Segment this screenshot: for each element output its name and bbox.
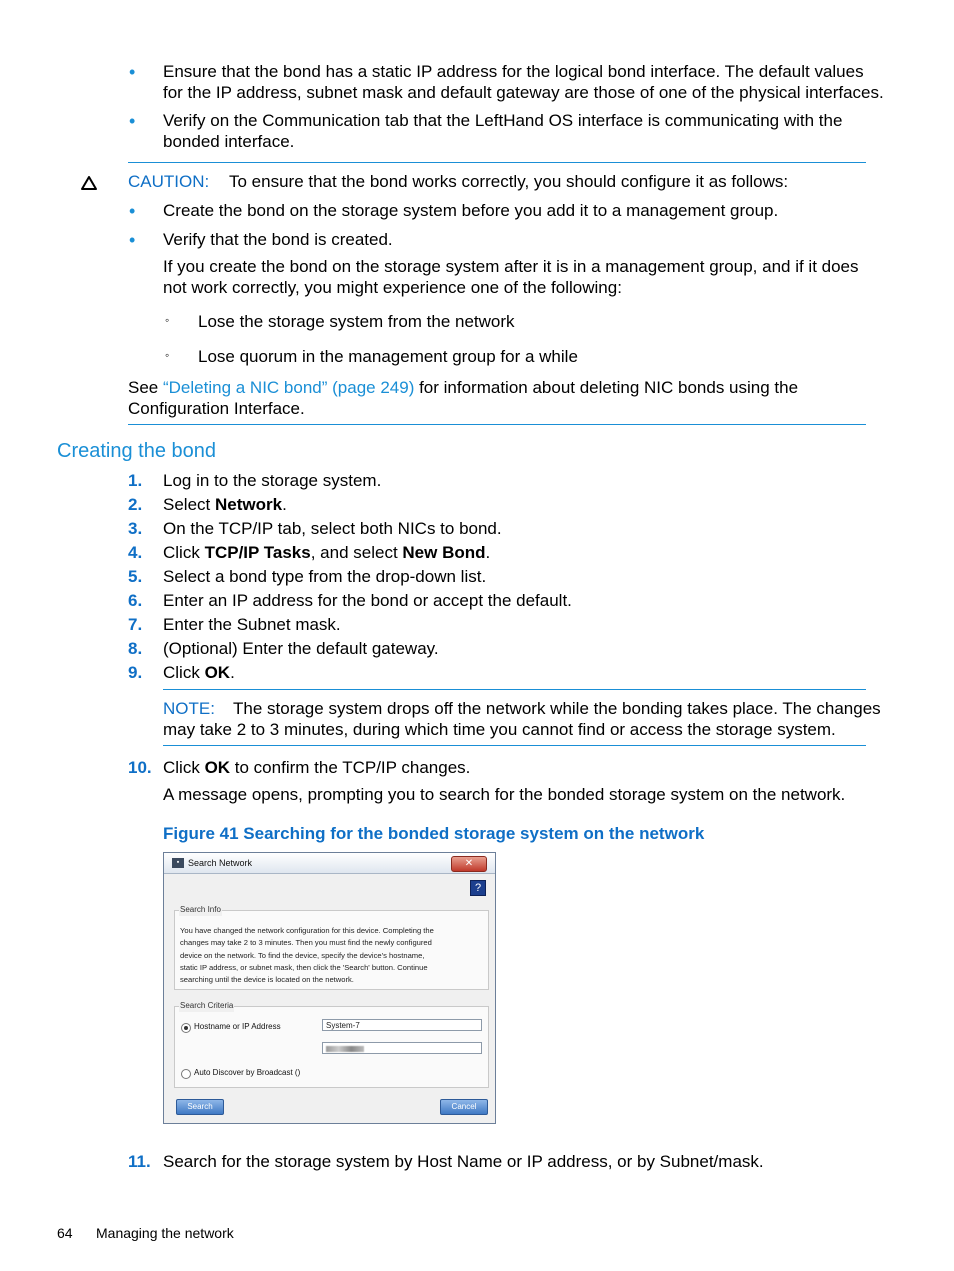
hostname-radio[interactable] [181,1023,191,1033]
note-label: NOTE: [163,699,215,718]
section-title: Creating the bond [57,440,217,462]
bullet-text: for the IP address, subnet mask and default gateway are those of one of the physical interfaces. [163,83,884,102]
step-text: Select a bond type from the drop-down list. [163,567,487,586]
step-number: 2. [128,495,143,514]
bullet-icon: • [129,201,136,221]
autodiscover-radio-label: Auto Discover by Broadcast () [194,1068,301,1077]
search-info-label: Search Info [180,905,221,914]
note-top-rule [163,689,866,690]
step-number: 3. [128,519,143,538]
sub-bullet-text: Lose the storage system from the network [198,312,515,331]
step10-paragraph: A message opens, prompting you to search for the bonded storage system on the network. [163,785,846,804]
caution-paragraph: not work correctly, you might experience one of the following: [163,278,622,297]
step-text: Click TCP/IP Tasks, and select New Bond. [163,543,491,562]
search-criteria-group [174,1001,489,1088]
hostname-input[interactable]: System-7 [322,1019,482,1031]
caution-bullet: Verify that the bond is created. [163,230,393,249]
warning-triangle-icon [80,175,98,191]
step-text: Enter the Subnet mask. [163,615,341,634]
note-text: may take 2 to 3 minutes, during which time you cannot find or access the storage system. [163,720,836,739]
step-number: 7. [128,615,143,634]
see-line-2: Configuration Interface. [128,399,305,418]
step-text: (Optional) Enter the default gateway. [163,639,439,658]
blurred-ip-value [326,1046,364,1052]
step-number: 8. [128,639,143,658]
search-info-group [174,905,489,990]
deleting-nic-bond-link[interactable]: “Deleting a NIC bond” (page 249) [162,378,415,397]
help-icon[interactable]: ? [470,880,486,896]
note-text: The storage system drops off the network while the bonding takes place. The changes [233,699,881,718]
cancel-button[interactable]: Cancel [440,1099,488,1115]
step-text: Enter an IP address for the bond or accept the default. [163,591,572,610]
note-bottom-rule [163,745,866,746]
step-number: 6. [128,591,143,610]
search-info-text: You have changed the network configuration for this device. Completing the changes may take 2 to 3 minutes. Then you must find the newly configured device on the network. To find the device, specify the device's hostname, static IP address, or subnet mask, then click the 'Search' button. Continue searching until the device is located on the network. [180,926,434,985]
caution-bullet: Create the bond on the storage system before you add it to a management group. [163,201,779,220]
bullet-icon: • [129,62,136,82]
bullet-text: Verify on the Communication tab that the LeftHand OS interface is communicating with the [163,111,843,130]
search-button[interactable]: Search [176,1099,224,1115]
caution-paragraph: If you create the bond on the storage system after it is in a management group, and if it does [163,257,859,276]
autodiscover-radio[interactable] [181,1069,191,1079]
close-icon[interactable]: ✕ [451,856,487,872]
app-icon: ▪ [172,858,184,868]
sub-bullet-icon: ◦ [165,313,170,327]
hostname-radio-label: Hostname or IP Address [194,1022,281,1031]
bullet-icon: • [129,111,136,131]
bullet-text: bonded interface. [163,132,295,151]
step-number: 11. [128,1152,151,1171]
step-number: 9. [128,663,143,682]
step-number: 5. [128,567,143,586]
dialog-titlebar [164,853,495,874]
page-number: 64 [57,1225,73,1241]
dialog-title: Search Network [188,858,253,868]
step-text: Click OK. [163,663,235,682]
step-text: On the TCP/IP tab, select both NICs to bond. [163,519,502,538]
caution-bottom-rule [128,424,866,425]
search-network-dialog [163,852,496,1124]
see-line: See “Deleting a NIC bond” (page 249) for information about deleting NIC bonds using the [128,378,799,397]
sub-bullet-text: Lose quorum in the management group for a while [198,347,578,366]
step-text: Click OK to confirm the TCP/IP changes. [163,758,471,777]
step-number: 10. [128,758,152,777]
bullet-icon: • [129,230,136,250]
step-text: Search for the storage system by Host Name or IP address, or by Subnet/mask. [163,1152,764,1171]
step-text: Select Network. [163,495,287,514]
ip-address-input[interactable] [322,1042,482,1054]
step-text: Log in to the storage system. [163,471,382,490]
sub-bullet-icon: ◦ [165,348,170,362]
step-number: 1. [128,471,143,490]
caution-top-rule [128,162,866,163]
caution-label: CAUTION: [128,172,210,191]
figure-caption: Figure 41 Searching for the bonded storage system on the network [163,824,705,843]
step-number: 4. [128,543,143,562]
footer-title: Managing the network [96,1225,234,1241]
search-criteria-label: Search Criteria [180,1001,234,1010]
caution-text: To ensure that the bond works correctly, you should configure it as follows: [229,172,789,191]
bullet-text: Ensure that the bond has a static IP address for the logical bond interface. The default values [163,62,864,81]
